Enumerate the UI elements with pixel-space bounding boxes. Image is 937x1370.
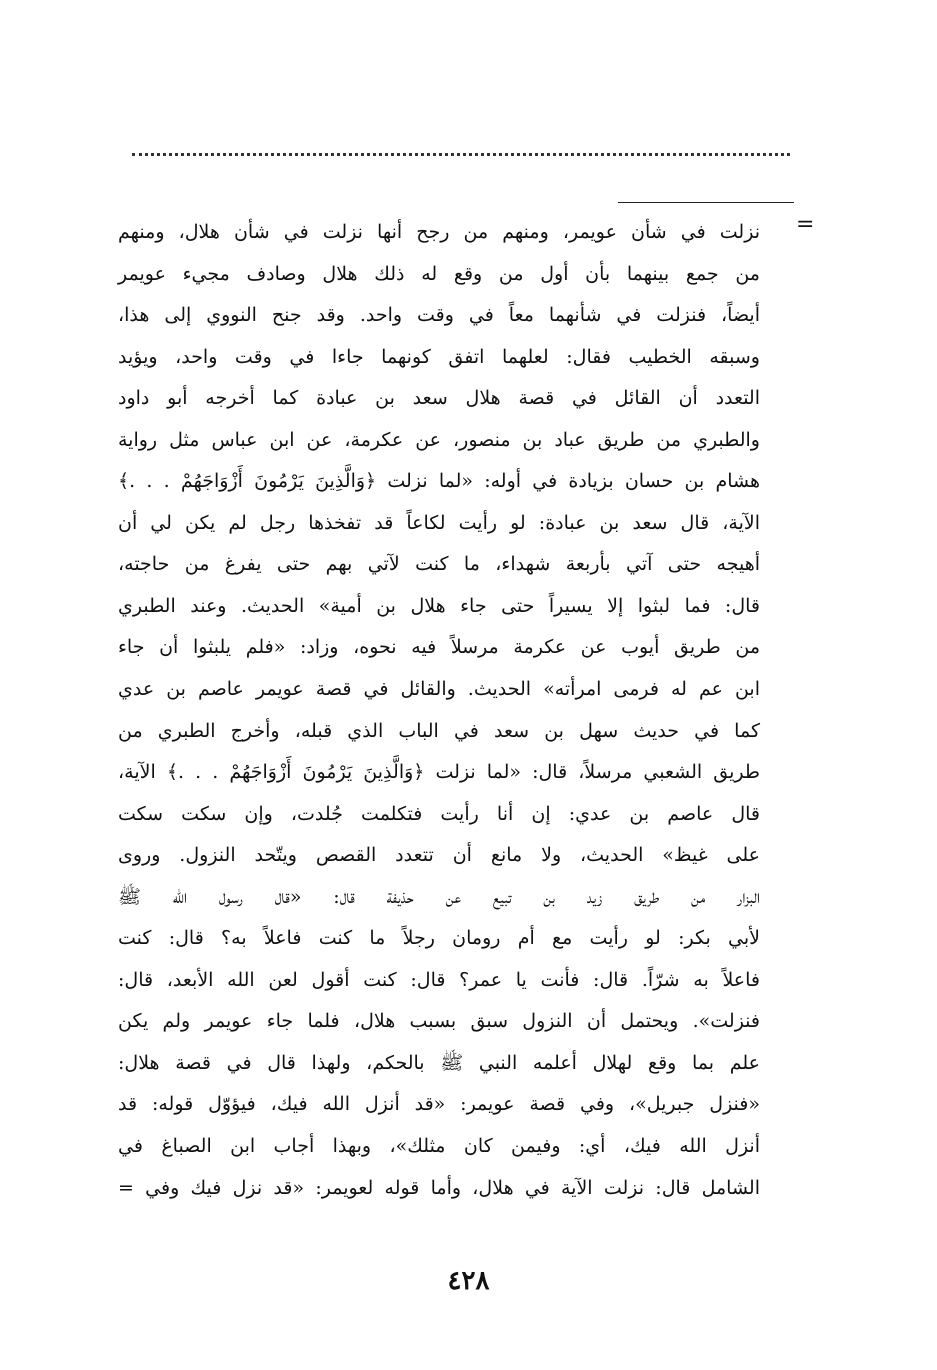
text-line: علم بما وقع لهلال أعلمه النبي ﷺ بالحكم، ولهذا قال في قصة هلال: (118, 1051, 760, 1074)
text-line: والطبري من طريق عباد بن منصور، عن عكرمة، عن ابن عباس مثل رواية (118, 428, 760, 451)
text-line: هشام بن حسان بزيادة في أوله: «لما نزلت ﴿وَالَّذِينَ يَرْمُونَ أَزْوَاجَهُمْ . . .﴾ (118, 470, 760, 493)
footnote-text (118, 212, 760, 1209)
text-line: الشامل قال: نزلت الآية في هلال، وأما قوله لعويمر: «قد نزل فيك وفي = (118, 1176, 760, 1199)
text-line: أيضاً، فنزلت في شأنهما معاً في وقت واحد. وقد جنح النووي إلى هذا، (118, 304, 760, 327)
text-line: أنزل الله فيك، أي: وفيمن كان مثلك»، وبهذا أجاب ابن الصباغ في (118, 1135, 760, 1158)
text-line: «فنزل جبريل»، وفي قصة عويمر: «قد أنزل الله فيك، فيؤوّل قوله: قد (118, 1093, 760, 1116)
text-line: البزار من طريق زيد بن تبيع عن حذيفة قال: «قال رسول الله ﷺ (118, 885, 760, 908)
text-line: وسبقه الخطيب فقال: لعلهما اتفق كونهما جاءا في وقت واحد، ويؤيد (118, 345, 760, 368)
text-line: فنزلت». ويحتمل أن النزول سبق بسبب هلال، فلما جاء عويمر ولم يكن (118, 1010, 760, 1033)
text-line: ابن عم له فرمى امرأته» الحديث. والقائل في قصة عويمر عاصم بن عدي (118, 678, 760, 701)
text-line: فاعلاً به شرّاً. قال: فأنت يا عمر؟ قال: كنت أقول لعن الله الأبعد، قال: (118, 968, 760, 991)
text-line: أهيجه حتى آتي بأربعة شهداء، ما كنت لآتي بهم حتى يفرغ من حاجته، (118, 553, 760, 576)
text-line: قال: فما لبثوا إلا يسيراً حتى جاء هلال بن أمية» الحديث. وعند الطبري (118, 594, 760, 617)
continuation-mark: = (796, 212, 815, 237)
text-line: قال عاصم بن عدي: إن أنا رأيت فتكلمت جُلدت، وإن سكت سكت (118, 802, 760, 825)
text-line: على غيظ» الحديث، ولا مانع أن تتعدد القصص ويتّحد النزول. وروى (118, 844, 760, 867)
text-line: نزلت في شأن عويمر، ومنهم من رجح أنها نزلت في شأن هلال، ومنهم (118, 221, 760, 243)
text-line: من جمع بينهما بأن أول من وقع له ذلك هلال وصادف مجيء عويمر (118, 262, 760, 285)
text-line: الآية، قال سعد بن عبادة: لو رأيت لكاعاً قد تفخذها رجل لم يكن لي أن (118, 511, 760, 534)
footnote-rule (618, 202, 794, 203)
text-line: لأبي بكر: لو رأيت مع أم رومان رجلاً ما كنت فاعلاً به؟ قال: كنت (118, 927, 760, 950)
dotted-separator (132, 153, 790, 156)
text-line: طريق الشعبي مرسلاً، قال: «لما نزلت ﴿وَالَّذِينَ يَرْمُونَ أَزْوَاجَهُمْ . . .﴾ الآية، (118, 761, 760, 784)
text-line: كما في حديث سهل بن سعد في الباب الذي قبله، وأخرج الطبري من (118, 719, 760, 742)
text-line: من طريق أيوب عن عكرمة مرسلاً فيه نحوه، وزاد: «فلم يلبثوا أن جاء (118, 636, 760, 659)
page-number: ٤٢٨ (447, 1266, 490, 1296)
text-line: التعدد أن القائل في قصة هلال سعد بن عبادة كما أخرجه أبو داود (118, 387, 760, 410)
